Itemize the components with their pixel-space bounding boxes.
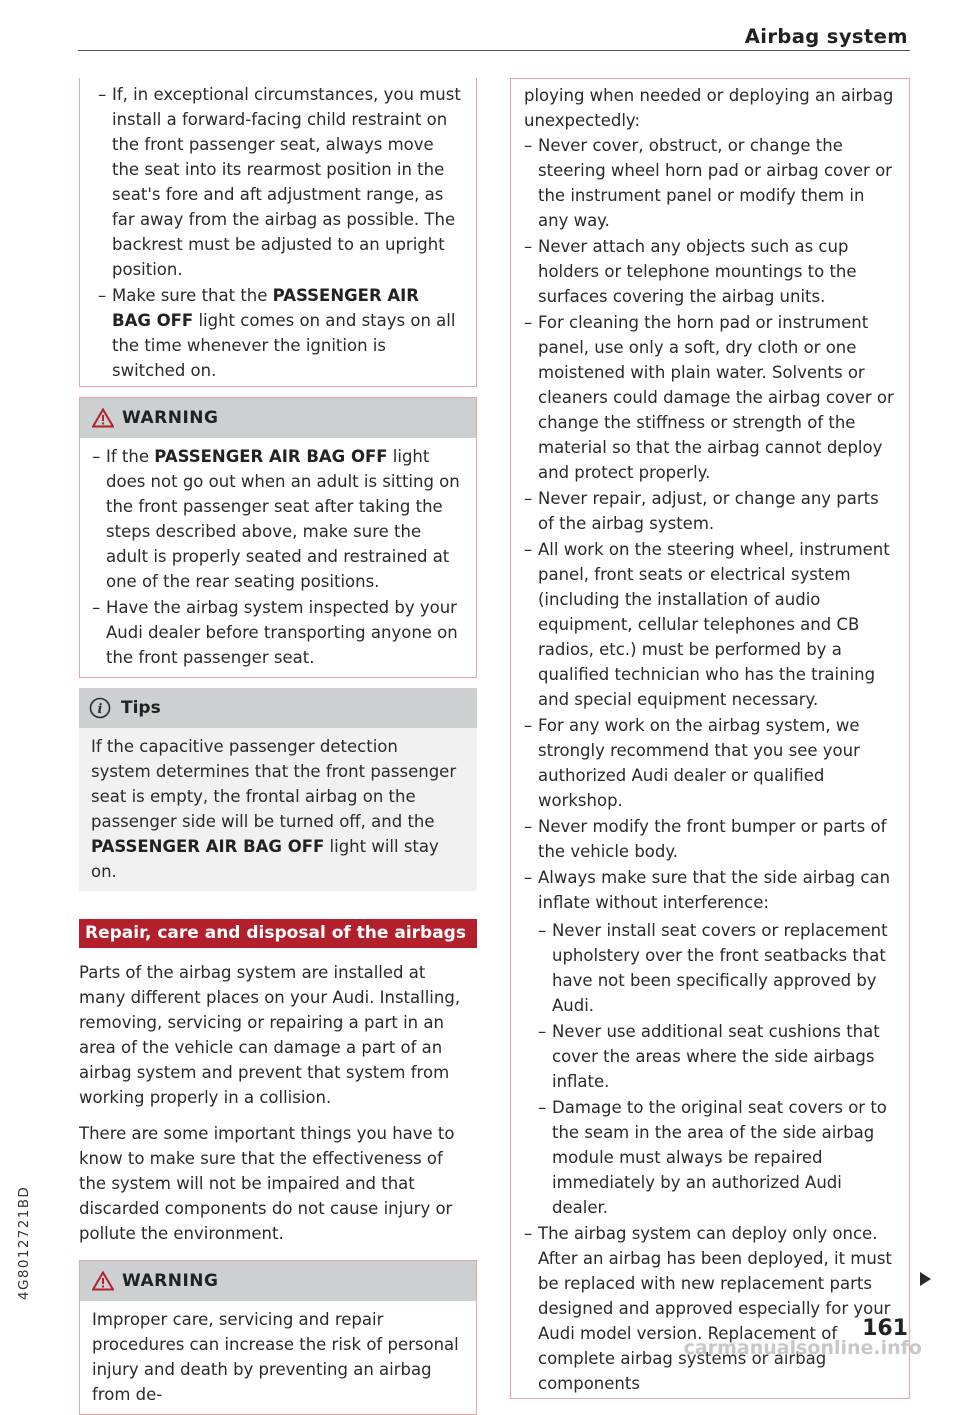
warning-box — [79, 1260, 477, 1415]
watermark: carmanualsonline.info — [683, 1337, 922, 1359]
warning-triangle-icon — [92, 408, 114, 428]
tips-label: Tips — [121, 697, 161, 718]
paragraph: ploying when needed or deploying an airbag unexpectedly: — [524, 86, 894, 130]
list-item: – If the PASSENGER AIR BAG OFF light does not go out when an adult is sitting on the front passenger seat after taking the steps described above, make sure the adult is properly seated and restrained at one of the rear seating positions. — [92, 444, 462, 594]
header-rule — [78, 50, 910, 51]
list-item: – For any work on the airbag system, we strongly recommend that you see your authorized Audi dealer or qualified workshop. — [524, 713, 899, 813]
list-item: – Never attach any objects such as cup holders or telephone mountings to the surfaces covering the airbag units. — [524, 234, 899, 309]
list-item: – Never cover, obstruct, or change the steering wheel horn pad or airbag cover or the instrument panel or modify them in any way. — [524, 133, 899, 233]
warning-text: Improper care, servicing and repair procedures can increase the risk of personal injury and death by preventing an airbag from de- — [80, 1301, 476, 1414]
list-item: – Never modify the front bumper or parts of the vehicle body. — [524, 814, 899, 864]
warning-box — [79, 397, 477, 678]
svg-text:i: i — [97, 702, 103, 717]
right-column-box — [510, 78, 910, 1399]
warning-triangle-icon — [92, 1271, 114, 1291]
left-column — [79, 78, 477, 1415]
warning-label: WARNING — [122, 1270, 219, 1291]
list-item: – For cleaning the horn pad or instrument panel, use only a soft, dry cloth or one moistened with plain water. Solvents or cleaners could damage the airbag cover or change the stiffness or strength of the material so that the airbag cannot deploy and protect properly. — [524, 310, 899, 485]
sub-list-item: – Never use additional seat cushions that cover the areas where the side airbags inflate. — [538, 1019, 899, 1094]
warning-header — [80, 398, 476, 438]
warning-label: WARNING — [122, 407, 219, 428]
paragraph: Parts of the airbag system are installed at many different places on your Audi. Installing, removing, servicing or repairing a part in an area of the vehicle can damage a part of an airbag system and prevent that system from working properly in a collision. — [79, 963, 461, 1107]
section-heading: Repair, care and disposal of the airbags — [79, 919, 477, 948]
list-item: – Have the airbag system inspected by your Audi dealer before transporting anyone on the front passenger seat. — [92, 595, 462, 670]
warning-header — [80, 1261, 476, 1301]
list-item: – All work on the steering wheel, instrument panel, front seats or electrical system (including the installation of audio equipment, cellular telephones and CB radios, etc.) must be performed by a qualified technician who has the training and special equipment necessary. — [524, 537, 899, 712]
list-item: – The airbag system can deploy only once. After an airbag has been deployed, it must be replaced with new replacement parts designed and approved especially for your Audi model version. Replacement of complete airbag systems or airbag components — [524, 1221, 899, 1396]
page-number: 161 — [862, 1316, 908, 1341]
continued-box — [79, 78, 477, 387]
sub-list-item: – Never install seat covers or replacement upholstery over the front seatbacks that have not been specifically approved by Audi. — [538, 918, 899, 1018]
list-item: – Never repair, adjust, or change any parts of the airbag system. — [524, 486, 899, 536]
paragraph: There are some important things you have to know to make sure that the effectiveness of the system will not be impaired and that discarded components do not cause injury or pollute the environment. — [79, 1124, 455, 1243]
list-item: – Make sure that the PASSENGER AIR BAG OFF light comes on and stays on all the time whenever the ignition is switched on. — [98, 283, 462, 383]
list-item: – Always make sure that the side airbag can inflate without interference: – Never install seat covers or replacement upholstery over the front seatbacks that have not been specifically approved by Audi. – Never use additional seat cushions that cover the areas where the side airbags inflate. – Damage to the original seat covers or to the seam in the area of the side airbag module must always be repaired immediately by an authorized Audi dealer. — [524, 865, 899, 1220]
document-code: 4G8012721BD — [16, 1185, 32, 1300]
info-icon — [89, 697, 111, 719]
tips-box — [79, 688, 477, 891]
sub-list-item: – Damage to the original seat covers or to the seam in the area of the side airbag module must always be repaired immediately by an authorized Audi dealer. — [538, 1095, 899, 1220]
tips-text: If the capacitive passenger detection system determines that the front passenger seat is empty, the frontal airbag on the passenger side will be turned off, and the PASSENGER AIR BAG OFF light will stay on. — [79, 728, 477, 891]
header-title: Airbag system — [744, 25, 908, 48]
list-item: – If, in exceptional circumstances, you must install a forward-facing child restraint on the front passenger seat, always move the seat into its rearmost position in the seat's fore and aft adjustment range, as far away from the airbag as possible. The backrest must be adjusted to an upright position. — [98, 82, 462, 282]
continue-arrow-icon — [920, 1272, 931, 1286]
tips-header — [79, 688, 477, 728]
